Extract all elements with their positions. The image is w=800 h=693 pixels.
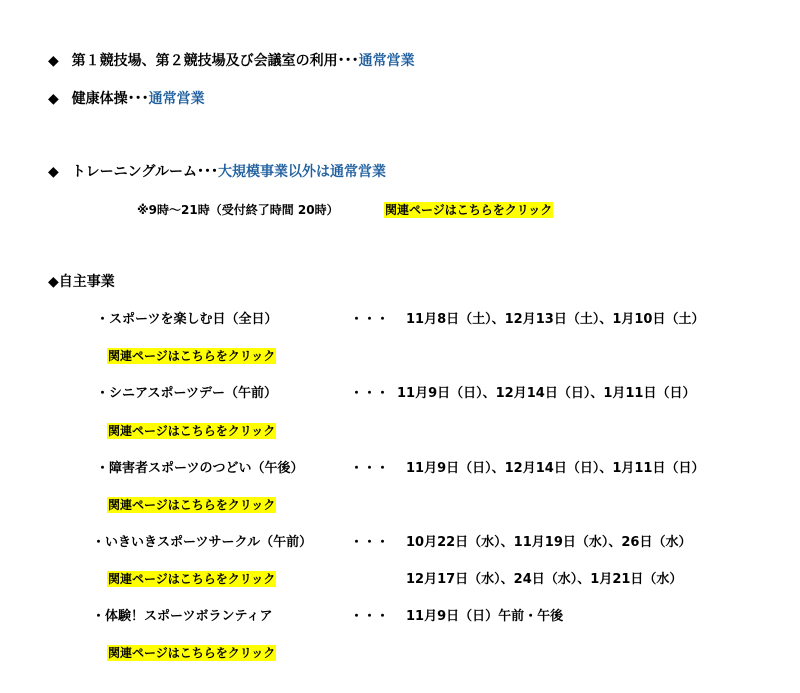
event-dates: 10月22日（水）、11月19日（水）、26日（水） — [406, 535, 692, 550]
related-link-training[interactable]: 関連ページはこちらをクリック — [385, 203, 553, 217]
event-separator: ・・・ — [350, 461, 390, 476]
diamond-bullet-icon: ◆ — [48, 91, 59, 107]
event-dates: 11月9日（日）午前・午後 — [406, 609, 564, 624]
event-name: ・体験！スポーツボランティア — [92, 609, 273, 624]
event-name: ・スポーツを楽しむ日（全日） — [96, 312, 278, 327]
event-name: ・障害者スポーツのつどい（午後） — [96, 461, 304, 476]
notice-competition-halls — [48, 52, 415, 70]
related-link-event[interactable]: 関連ページはこちらをクリック — [108, 349, 276, 363]
notice-health-exercise — [48, 90, 205, 108]
event-separator: ・・・ — [350, 609, 390, 624]
event-separator: ・・・ — [350, 312, 390, 327]
event-dates-continued: 12月17日（水）、24日（水）、1月21日（水） — [406, 572, 683, 587]
event-name: ・シニアスポーツデー（午前） — [96, 386, 277, 401]
notice-training-room — [48, 163, 386, 181]
event-separator: ・・・ — [350, 386, 390, 401]
training-hours-note: ※9時～21時（受付終了時間 20時） — [137, 203, 339, 217]
related-link-event[interactable]: 関連ページはこちらをクリック — [108, 646, 276, 660]
related-link-event[interactable]: 関連ページはこちらをクリック — [108, 498, 276, 512]
diamond-bullet-icon: ◆ — [48, 164, 59, 180]
related-link-event[interactable]: 関連ページはこちらをクリック — [108, 424, 276, 438]
event-name: ・いきいきスポーツサークル（午前） — [92, 535, 313, 550]
diamond-bullet-icon: ◆ — [48, 53, 59, 69]
event-separator: ・・・ — [350, 535, 390, 550]
event-dates: 11月9日（日）、12月14日（日）、1月11日（日） — [397, 386, 696, 401]
notice-status: 通常営業 — [358, 53, 415, 69]
notice-text: トレーニングルーム･･･ — [71, 164, 218, 180]
related-link-event[interactable]: 関連ページはこちらをクリック — [108, 572, 276, 586]
event-dates: 11月8日（土）、12月13日（土）、1月10日（土） — [406, 312, 705, 327]
notice-status: 大規模事業以外は通常営業 — [217, 164, 386, 180]
notice-status: 通常営業 — [148, 91, 205, 107]
notice-text: 第１競技場、第２競技場及び会議室の利用･･･ — [71, 53, 359, 69]
notice-text: 健康体操･･･ — [71, 91, 149, 107]
section-heading-own-events: ◆自主事業 — [48, 274, 115, 290]
event-dates: 11月9日（日）、12月14日（日）、1月11日（日） — [406, 461, 705, 476]
